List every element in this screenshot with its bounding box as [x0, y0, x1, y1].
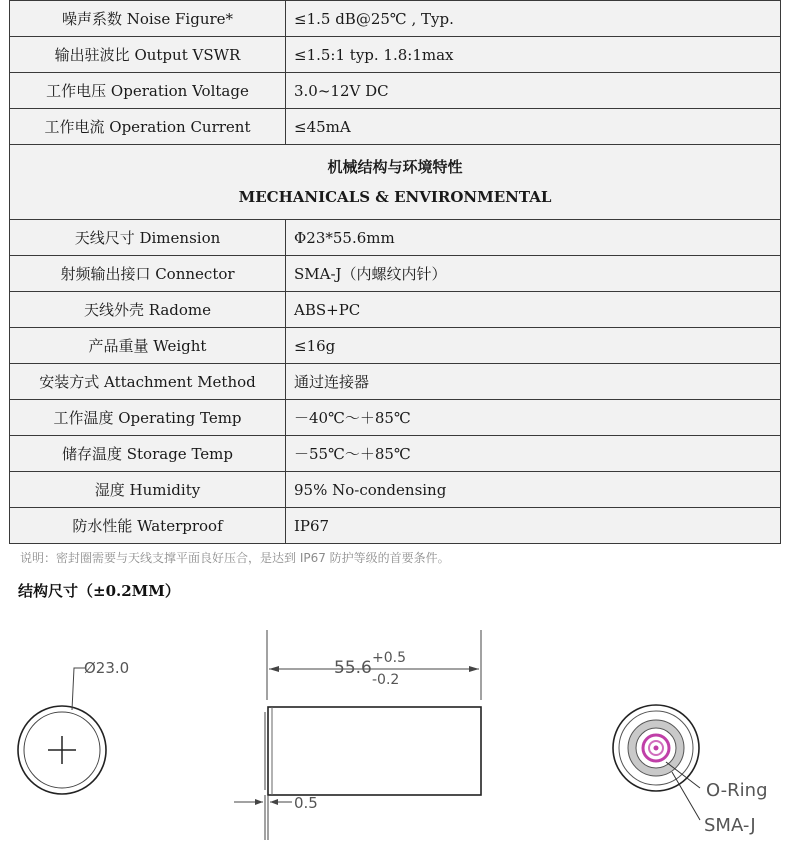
spec-value: 3.0~12V DC — [286, 73, 781, 109]
spec-value: ≤45mA — [286, 109, 781, 145]
spec-label: 工作温度 Operating Temp — [10, 400, 286, 436]
spec-row — [10, 508, 781, 544]
spec-label: 天线尺寸 Dimension — [10, 220, 286, 256]
spec-value: SMA-J（内螺纹内针） — [286, 256, 781, 292]
spec-label: 防水性能 Waterproof — [10, 508, 286, 544]
spec-table — [9, 0, 781, 544]
spec-value: 95% No-condensing — [286, 472, 781, 508]
spec-value: －40℃～＋85℃ — [286, 400, 781, 436]
spec-label: 天线外壳 Radome — [10, 292, 286, 328]
spec-value: ABS+PC — [286, 292, 781, 328]
section-header-row — [10, 145, 781, 220]
spec-value: ≤1.5 dB@25℃ , Typ. — [286, 1, 781, 37]
spec-row — [10, 256, 781, 292]
section-title-en: MECHANICALS & ENVIRONMENTAL — [238, 188, 552, 206]
front-view — [18, 659, 129, 794]
spec-value: ≤16g — [286, 328, 781, 364]
spec-row — [10, 364, 781, 400]
spec-row — [10, 109, 781, 145]
spec-label: 射频输出接口 Connector — [10, 256, 286, 292]
note-text: 说明：密封圈需要与天线支撑平面良好压合，是达到 IP67 防护等级的首要条件。 — [20, 551, 450, 565]
spec-label: 输出驻波比 Output VSWR — [10, 37, 286, 73]
spec-row — [10, 436, 781, 472]
side-view — [234, 630, 481, 840]
diameter-label: Ø23.0 — [84, 659, 130, 677]
spec-row — [10, 472, 781, 508]
section-header — [10, 145, 781, 220]
dimension-drawing — [0, 600, 790, 850]
dimension-title: 结构尺寸（±0.2MM） — [18, 582, 180, 600]
spec-row — [10, 37, 781, 73]
spec-label: 储存温度 Storage Temp — [10, 436, 286, 472]
rear-view — [613, 705, 768, 836]
spec-label: 湿度 Humidity — [10, 472, 286, 508]
spec-row — [10, 1, 781, 37]
spec-value: ≤1.5:1 typ. 1.8:1max — [286, 37, 781, 73]
offset-label: 0.5 — [294, 794, 318, 812]
spec-label: 噪声系数 Noise Figure* — [10, 1, 286, 37]
length-value: 55.6 — [334, 658, 372, 678]
tolerance-minus: -0.2 — [372, 672, 400, 688]
tolerance-plus: +0.5 — [372, 650, 406, 666]
spec-label: 工作电压 Operation Voltage — [10, 73, 286, 109]
spec-row — [10, 292, 781, 328]
spec-row — [10, 400, 781, 436]
section-title-cn: 机械结构与环境特性 — [327, 158, 463, 176]
spec-value: 通过连接器 — [286, 364, 781, 400]
spec-row — [10, 73, 781, 109]
spec-label: 工作电流 Operation Current — [10, 109, 286, 145]
spec-value: －55℃～＋85℃ — [286, 436, 781, 472]
oring-label: O-Ring — [706, 780, 768, 801]
spec-label: 产品重量 Weight — [10, 328, 286, 364]
spec-label: 安装方式 Attachment Method — [10, 364, 286, 400]
sma-label: SMA-J — [704, 815, 756, 836]
spec-value: Φ23*55.6mm — [286, 220, 781, 256]
spec-value: IP67 — [286, 508, 781, 544]
spec-row — [10, 328, 781, 364]
spec-row — [10, 220, 781, 256]
